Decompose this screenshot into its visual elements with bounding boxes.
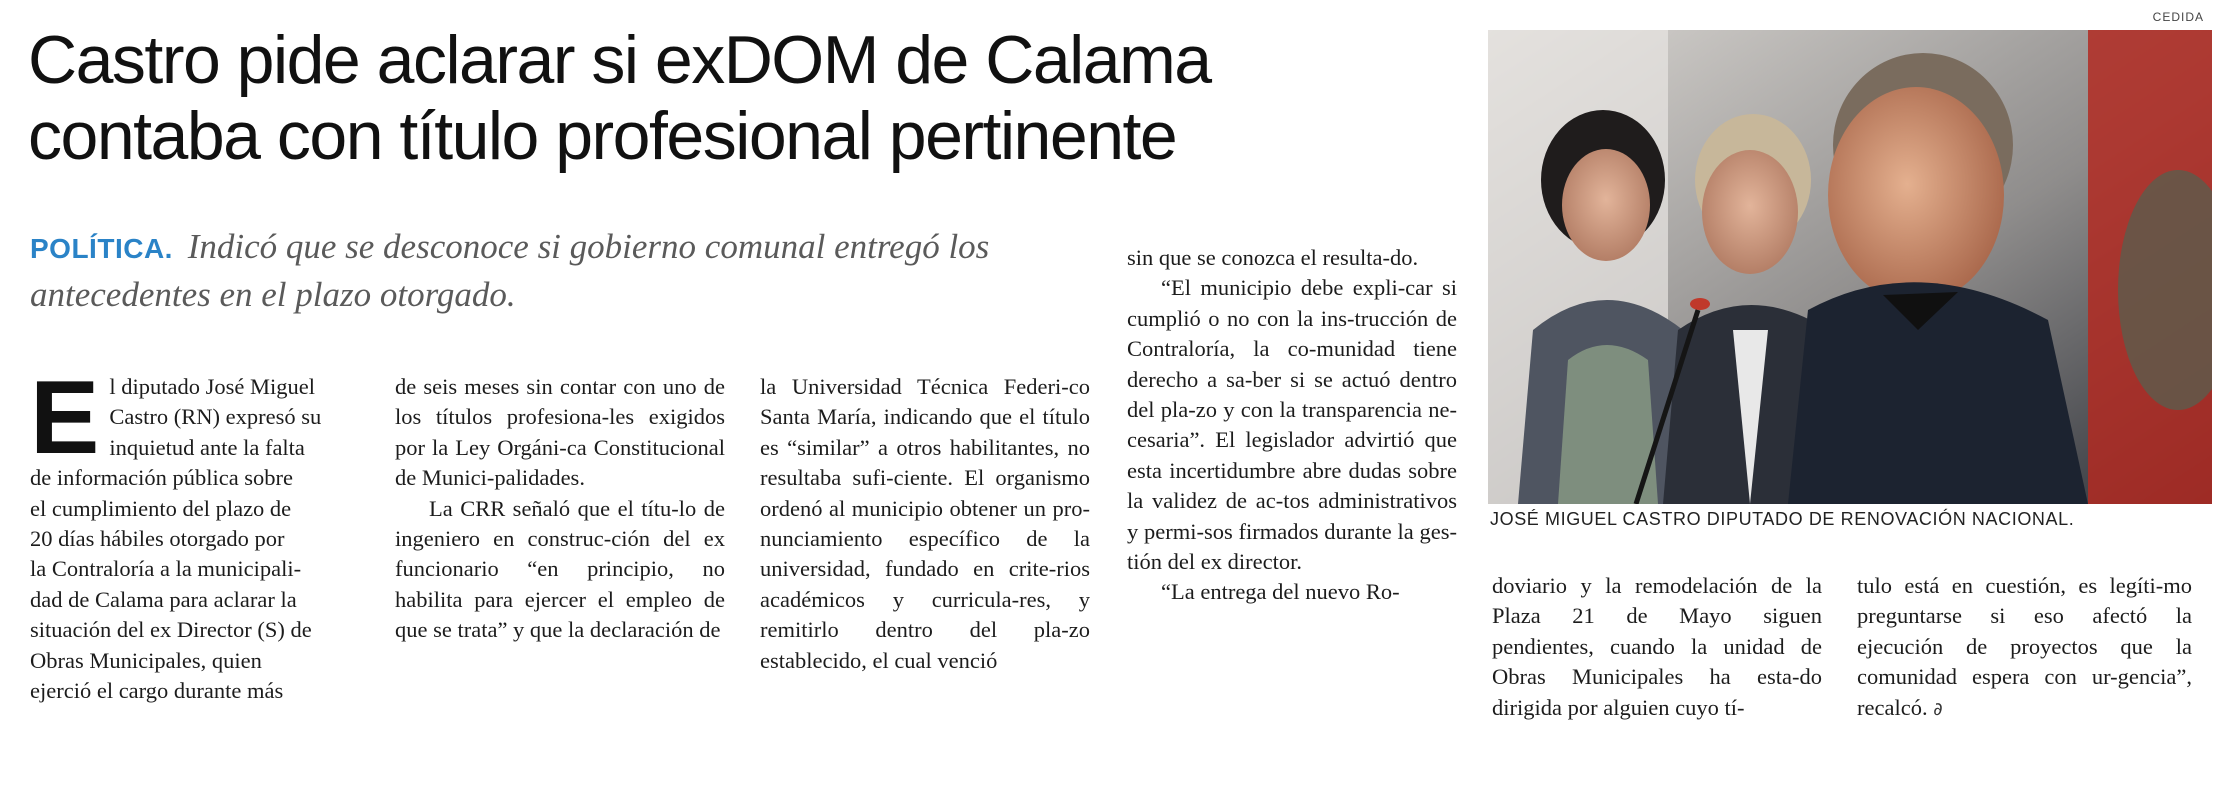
article-column-6: [1857, 571, 2192, 725]
drop-cap: E: [30, 360, 100, 476]
article-column-2: [395, 372, 725, 646]
article-column-1: [30, 360, 362, 706]
headline: [28, 22, 1468, 174]
photo-credit: CEDIDA: [2152, 10, 2204, 24]
text-line: 20 días hábiles otorgado por: [30, 526, 285, 552]
article-column-5: [1492, 571, 1822, 723]
paragraph: “La entrega del nuevo Ro-: [1161, 579, 1400, 605]
portrait-illustration: [1488, 30, 2212, 504]
lede: [30, 224, 1110, 318]
paragraph: La CRR señaló que el títu-lo de ingeniero en construc-ción del ex funcionario “en principio, no habilita para ejercer el empleo de que se trata” y que la declaración de: [395, 495, 725, 643]
article-column-3: [760, 372, 1090, 676]
paragraph: la Universidad Técnica Federi-co Santa María, indicando que el título es “similar” a otros habilitantes, no resultaba sufi-ciente. El organismo ordenó al municipio obtener un pro-nunciamiento específico de la universidad, fundado en crite-rios académicos y curricula-res, y remitirlo dentro del pla-zo establecido, el cual venció: [760, 374, 1090, 673]
text-line: el cumplimiento del plazo de: [30, 495, 292, 521]
photo-caption: JOSÉ MIGUEL CASTRO DIPUTADO DE RENOVACIÓN NACIONAL.: [1490, 509, 2075, 529]
paragraph: doviario y la remodelación de la Plaza 21 de Mayo siguen pendientes, cuando la unidad de Obras Municipales ha esta-do dirigida por alguien cuyo tí-: [1492, 573, 1822, 720]
headline-line-2: contaba con título profesional pertinente: [28, 98, 1177, 174]
text-line: ejerció el cargo durante más: [30, 678, 284, 704]
closing-text: tulo está en cuestión, es legíti-mo preguntarse si eso afectó la ejecución de proyectos que la comunidad espera con ur-gencia”, recalcó.: [1857, 573, 2192, 720]
text-line: situación del ex Director (S) de: [30, 617, 312, 643]
lede-text: Indicó que se desconoce si gobierno comunal entregó los antecedentes en el plazo otorgado.: [30, 227, 990, 314]
article-column-4: [1127, 243, 1457, 608]
text-line: de información pública sobre: [30, 465, 294, 491]
paragraph: de seis meses sin contar con uno de los títulos profesiona-les exigidos por la Ley Orgáni-ca Constitucional de Munici-palidades.: [395, 374, 725, 491]
text-line: dad de Calama para aclarar la: [30, 586, 297, 612]
quote-paragraph: “El municipio debe expli-car si cumplió o no con la ins-trucción de Contraloría, la co-munidad tiene derecho a sa-ber si se actuó dentro del pla-zo y con la transparencia ne-cesaria”. El legislador advirtió que esta incertidumbre abre dudas sobre la validez de ac-tos administrativos y permi-sos firmados durante la ges-tión del ex director.: [1127, 275, 1457, 575]
paragraph: sin que se conozca el resulta-do.: [1127, 245, 1419, 270]
headline-line-1: Castro pide aclarar si exDOM de Calama: [28, 22, 1211, 98]
text-line: inquietud ante la falta: [109, 434, 305, 460]
text-line: Castro (RN) expresó su: [109, 404, 322, 430]
end-mark-icon: ∂: [1933, 698, 1943, 720]
text-line: l diputado José Miguel: [109, 374, 315, 399]
section-kicker: POLÍTICA.: [30, 233, 173, 264]
paragraph: [1857, 571, 2192, 725]
text-line: la Contraloría a la municipali-: [30, 556, 302, 582]
photo: [1488, 30, 2212, 504]
text-line: Obras Municipales, quien: [30, 647, 262, 673]
